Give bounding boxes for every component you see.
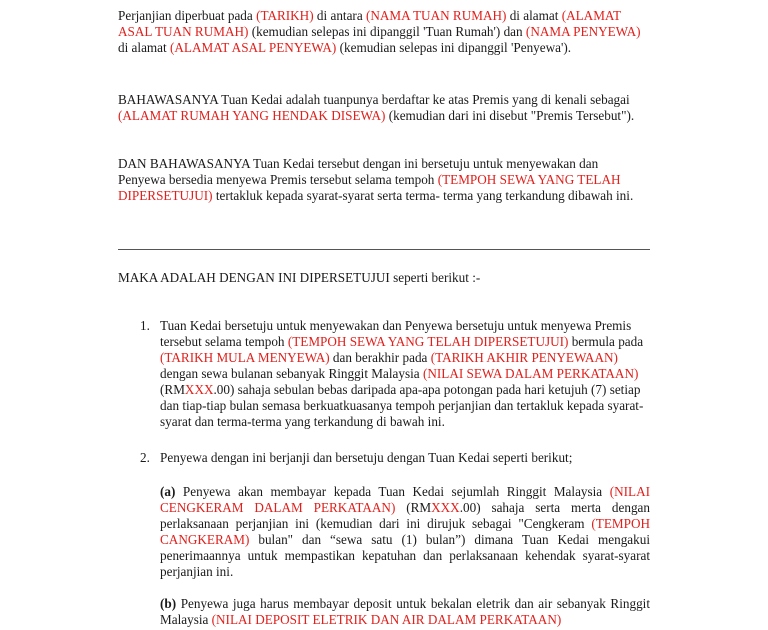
clause-number-2: 2. [140,450,150,465]
intro-paragraph-premises: BAHAWASANYA Tuan Kedai adalah tuanpunya berdaftar ke atas Premis yang di kenali sebagai (ALAMAT RUMAH YANG HENDAK DISEWA) (kemudian dari ini disebut "Premis Tersebut"). [118,92,635,123]
clause-1: Tuan Kedai bersetuju untuk menyewakan dan Penyewa bersetuju untuk menyewa Premis tersebut selama tempoh (TEMPOH SEWA YANG TELAH DIPERSETUJUI) bermula pada (TARIKH MULA MENYEWA) dan berakhir pada (TARIKH AKHIR PENYEWAAN) dengan sewa bulanan sebanyak Ringgit Malaysia (NILAI SEWA DALAM PERKATAAN) (RMXXX.00) sahaja sebulan bebas daripada apa-apa potongan pada hari ketujuh (7) setiap dan tiap-tiap bulan semasa berkuatkuasanya tempoh perjanjian dan tertakluk kepada syarat-syarat dan terma-terma yang terkandung di bawah ini. [160,318,644,429]
subclause-b: (b) Penyewa juga harus membayar deposit untuk bekalan eletrik dan air sebanyak Ringgit Malaysia (NILAI DEPOSIT ELETRIK DAN AIR DALAM PERKATAAN) [160,596,650,627]
clause-2: Penyewa dengan ini berjanji dan bersetuju dengan Tuan Kedai seperti berikut; [160,450,573,465]
agreement-heading: MAKA ADALAH DENGAN INI DIPERSETUJUI seperti berikut :- [118,270,481,285]
subclause-a: (a) Penyewa akan membayar kepada Tuan Kedai sejumlah Ringgit Malaysia (NILAI CENGKERAM DALAM PERKATAAN) (RMXXX.00) sahaja serta merta dengan perlaksanaan perjanjian ini (kemudian dari ini dirujuk sebagai "Cengkeram (TEMPOH CANGKERAM) bulan" dan “sewa satu (1) bulan”) dimana Tuan Kedai mengakui penerimaannya untuk mempastikan kepatuhan dan perlaksanaan kehendak syarat-syarat perjanjian ini. [160,484,650,579]
intro-paragraph-consent: DAN BAHAWASANYA Tuan Kedai tersebut dengan ini bersetuju untuk menyewakan dan Penyewa bersedia menyewa Premis tersebut selama tempoh (TEMPOH SEWA YANG TELAH DIPERSETUJUI) tertakluk kepada syarat-syarat serta terma- terma yang terkandung dibawah ini. [118,156,634,203]
intro-paragraph-parties: Perjanjian diperbuat pada (TARIKH) di antara (NAMA TUAN RUMAH) di alamat (ALAMAT ASAL TUAN RUMAH) (kemudian selepas ini dipanggil 'Tuan Rumah') dan (NAMA PENYEWA) di alamat (ALAMAT ASAL PENYEWA) (kemudian selepas ini dipanggil 'Penyewa'). [118,8,641,55]
clause-number-1: 1. [140,318,150,333]
separator-line [118,249,650,250]
